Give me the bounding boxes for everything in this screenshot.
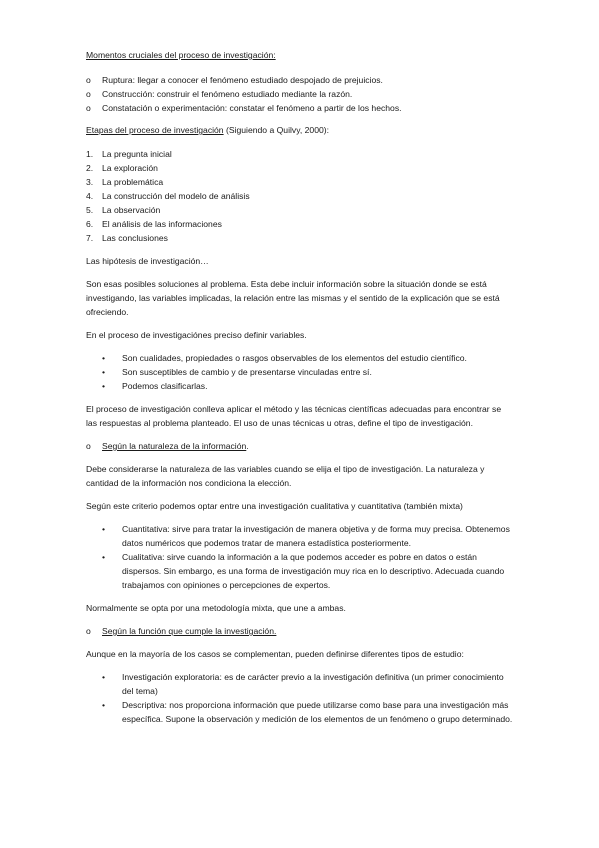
variables-intro: En el proceso de investigaciónes preciso definir variables. — [86, 330, 307, 340]
criterio-list — [86, 522, 514, 592]
list-item — [86, 217, 514, 231]
naturaleza-heading-line — [86, 439, 514, 453]
list-item-text: El análisis de las informaciones — [102, 219, 222, 229]
bullet-icon: • — [102, 700, 106, 710]
momentos-list — [86, 73, 514, 115]
list-item-text: La observación — [102, 205, 161, 215]
list-item — [86, 365, 514, 379]
list-item-text: Descriptiva: nos proporciona información que puede utilizarse como base para una investigación más específica. Supone la observación y medición de los elementos de un fenómeno o grupo determinado. — [122, 700, 513, 724]
list-number: 6. — [86, 219, 94, 229]
list-item-text: Construcción: construir el fenómeno estudiado mediante la razón. — [102, 89, 353, 99]
document-body — [86, 48, 514, 726]
bullet-icon: • — [102, 552, 106, 562]
list-item-text: Cuantitativa: sirve para tratar la investigación de manera objetiva y de forma muy precisa. Obtenemos datos numéricos que podemos tratar de manera estadística posteriormente. — [122, 524, 510, 548]
list-item — [86, 379, 514, 393]
list-item — [86, 189, 514, 203]
funcion-heading-line — [86, 624, 514, 638]
bullet-icon: • — [102, 381, 106, 391]
naturaleza-heading: Según la naturaleza de la información — [102, 441, 247, 451]
criterio-paragraph: Según este criterio podemos optar entre una investigación cualitativa y cuantitativa (también mixta) — [86, 501, 463, 511]
list-item — [86, 73, 514, 87]
proceso-paragraph: El proceso de investigación conlleva aplicar el método y las técnicas científicas adecuadas para encontrar se las respuestas al problema planteado. El uso de unas técnicas u otras, define el tipo de investigación. — [86, 404, 502, 428]
list-item — [86, 101, 514, 115]
list-item — [86, 175, 514, 189]
list-number: 5. — [86, 205, 94, 215]
list-item — [86, 351, 514, 365]
list-item-text: Podemos clasificarlas. — [122, 381, 208, 391]
list-number: 4. — [86, 191, 94, 201]
list-item-text: Investigación exploratoria: es de carácter previo a la investigación definitiva (un primer conocimiento del tema) — [122, 672, 504, 696]
list-number: 7. — [86, 233, 94, 243]
funcion-list — [86, 670, 514, 726]
hipotesis-paragraph: Son esas posibles soluciones al problema. Esta debe incluir información sobre la situación donde se está investigando, las variables implicadas, la relación entre las mismas y el sentido de la explicación que se está ofreciendo. — [86, 279, 500, 317]
list-item — [86, 147, 514, 161]
list-item-text: La construcción del modelo de análisis — [102, 191, 250, 201]
list-marker: o — [86, 75, 91, 85]
list-marker: o — [86, 441, 91, 451]
hipotesis-heading: Las hipótesis de investigación… — [86, 256, 209, 266]
list-item — [86, 670, 514, 698]
naturaleza-paragraph: Debe considerarse la naturaleza de las variables cuando se elija el tipo de investigación. La naturaleza y cantidad de la información nos condiciona la elección. — [86, 464, 485, 488]
list-item — [86, 161, 514, 175]
list-item-text: La pregunta inicial — [102, 149, 172, 159]
list-number: 1. — [86, 149, 94, 159]
list-item — [86, 87, 514, 101]
list-item-text: La problemática — [102, 177, 164, 187]
list-item-text: Son cualidades, propiedades o rasgos observables de los elementos del estudio científico. — [122, 353, 467, 363]
variables-list — [86, 351, 514, 393]
mixta-paragraph: Normalmente se opta por una metodología mixta, que une a ambas. — [86, 603, 346, 613]
list-number: 3. — [86, 177, 94, 187]
funcion-heading: Según la función que cumple la investigación. — [102, 626, 277, 636]
list-item — [86, 522, 514, 550]
list-item-text: Son susceptibles de cambio y de presentarse vinculadas entre sí. — [122, 367, 372, 377]
naturaleza-suffix: . — [246, 441, 249, 451]
etapas-heading: Etapas del proceso de investigación — [86, 125, 224, 135]
bullet-icon: • — [102, 524, 106, 534]
bullet-icon: • — [102, 672, 106, 682]
list-item — [86, 698, 514, 726]
list-number: 2. — [86, 163, 94, 173]
page-title: Momentos cruciales del proceso de investigación: — [86, 50, 276, 60]
bullet-icon: • — [102, 353, 106, 363]
list-item-text: Las conclusiones — [102, 233, 168, 243]
list-marker: o — [86, 626, 91, 636]
etapas-citation: (Siguiendo a Quilvy, 2000): — [223, 125, 330, 135]
etapas-heading-line — [86, 123, 514, 137]
list-item — [86, 231, 514, 245]
funcion-paragraph: Aunque en la mayoría de los casos se complementan, pueden definirse diferentes tipos de estudio: — [86, 649, 464, 659]
list-item-text: La exploración — [102, 163, 158, 173]
list-marker: o — [86, 103, 91, 113]
list-item-text: Ruptura: llegar a conocer el fenómeno estudiado despojado de prejuicios. — [102, 75, 383, 85]
list-item — [86, 203, 514, 217]
list-item-text: Constatación o experimentación: constatar el fenómeno a partir de los hechos. — [102, 103, 402, 113]
list-item-text: Cualitativa: sirve cuando la información a la que podemos acceder es pobre en datos o están dispersos. Sin embargo, es una forma de investigación muy rica en lo descriptivo. Adecuada cuando trabajamos con opiniones o percepciones de expertos. — [122, 552, 505, 590]
bullet-icon: • — [102, 367, 106, 377]
list-item — [86, 550, 514, 592]
etapas-list — [86, 147, 514, 245]
list-marker: o — [86, 89, 91, 99]
